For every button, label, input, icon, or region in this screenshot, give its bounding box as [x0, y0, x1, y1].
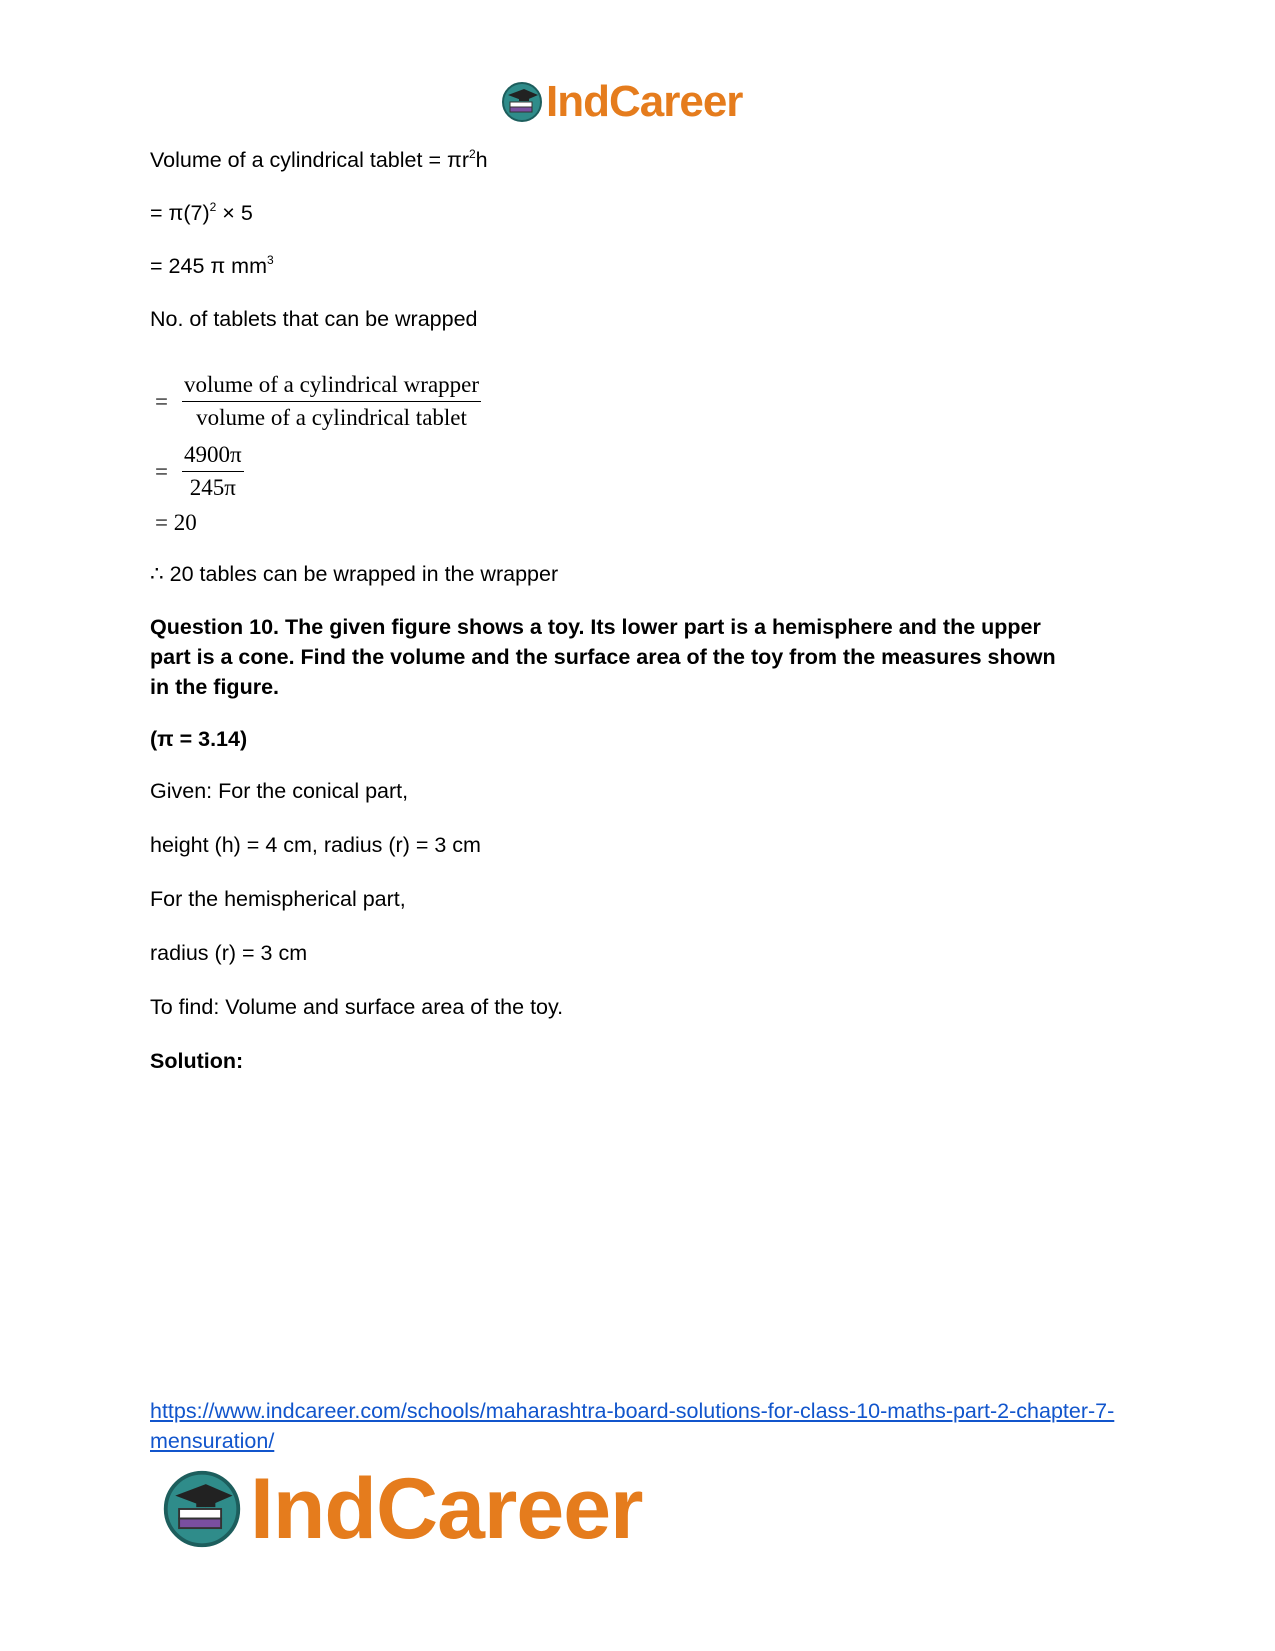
- fraction-row-1: = $\frac{\text{volume of a cylindrical wrapper}}{\text{volume of a cylindrical tablet}}$: [155, 372, 480, 430]
- hemisphere-measures: radius (r) = 3 cm: [150, 941, 308, 965]
- fraction-row-2: = $\frac{4900\pi}{245\pi}$: [155, 442, 242, 500]
- question-line-3: in the figure.: [150, 675, 279, 699]
- to-find-line: To find: Volume and surface area of the toy.: [150, 995, 564, 1019]
- given-intro: Given: For the conical part,: [150, 779, 409, 803]
- header-logo: [500, 77, 743, 126]
- tablets-count-label: No. of tablets that can be wrapped: [150, 307, 478, 331]
- volume-ratio-fraction: $\frac{\text{volume of a cylindrical wrapper}}{\text{volume of a cylindrical tablet}}$: [183, 372, 480, 430]
- question-line-2: part is a cone. Find the volume and the surface area of the toy from the measures shown: [150, 645, 1056, 669]
- footer-source-link[interactable]: https://www.indcareer.com/schools/maharashtra-board-solutions-for-class-10-maths-part-2-chapter-7-mensuration/: [150, 1399, 1115, 1453]
- logo-wordmark: IndCareer: [250, 1461, 643, 1557]
- pi-ratio-fraction: $\frac{4900\pi}{245\pi}$: [183, 442, 242, 500]
- solution-heading: Solution:: [150, 1049, 244, 1073]
- cone-measures: height (h) = 4 cm, radius (r) = 3 cm: [150, 833, 481, 857]
- fraction-result: = 20: [155, 510, 197, 535]
- step-1-line: = $\pi(7)^2 \times 5$: [150, 200, 253, 225]
- graduation-book-globe-icon: [500, 80, 544, 124]
- conclusion-line: ∴ 20 tables can be wrapped in the wrapper: [150, 562, 559, 586]
- step-2-line: = 245 π $mm^3$: [150, 253, 274, 278]
- footer-logo: [160, 1461, 643, 1557]
- question-line-1: Question 10. The given figure shows a toy. Its lower part is a hemisphere and the upper: [150, 615, 1041, 639]
- graduation-book-globe-icon: [160, 1467, 244, 1551]
- logo-wordmark: IndCareer: [546, 77, 743, 126]
- tablet-volume-line: Volume of a cylindrical tablet = $\pi r^2h$: [150, 147, 488, 172]
- pi-value-note: (π = 3.14): [150, 727, 248, 751]
- hemisphere-intro: For the hemispherical part,: [150, 887, 406, 911]
